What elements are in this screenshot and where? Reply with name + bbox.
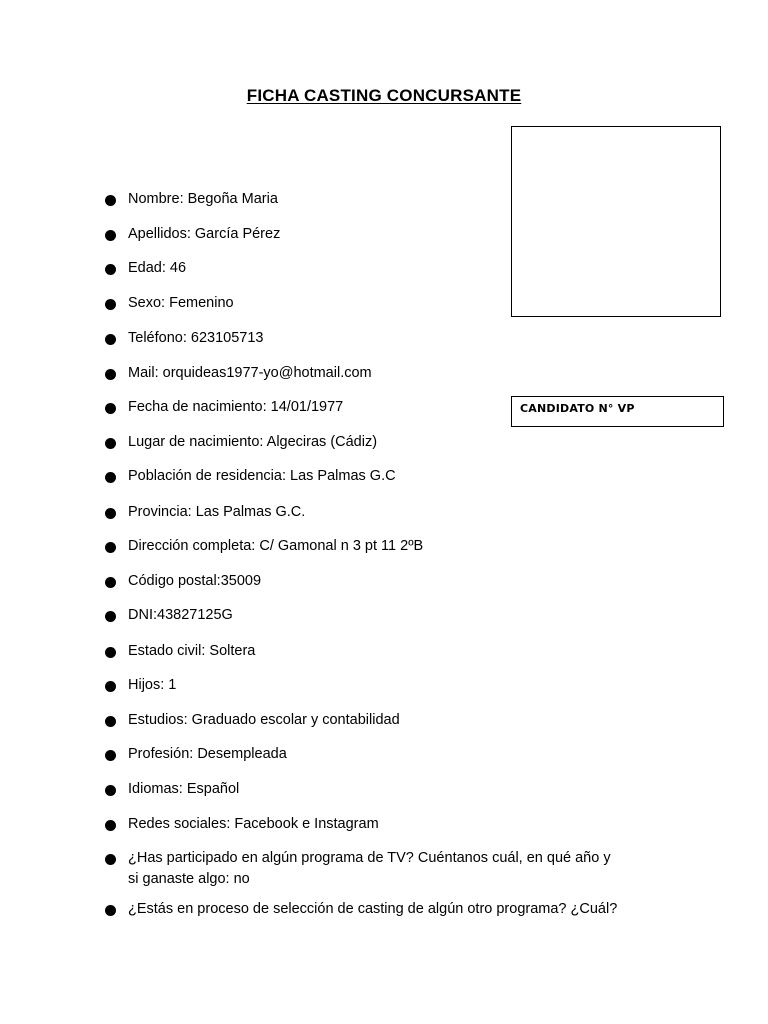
field-edad (105, 258, 645, 279)
bullet-icon (105, 472, 116, 483)
bullet-icon (105, 508, 116, 519)
bullet-icon (105, 195, 116, 206)
bullet-icon (105, 820, 116, 831)
field-text: Hijos: 1 (128, 677, 177, 693)
field-text: Población de residencia: Las Palmas G.C (128, 468, 396, 484)
field-text: ¿Has participado en algún programa de TV? Cuéntanos cuál, en qué año y si ganaste algo: no (128, 850, 611, 887)
field-text: Apellidos: García Pérez (128, 226, 281, 242)
bullet-icon (105, 369, 116, 380)
field-profesion (105, 744, 645, 765)
bullet-icon (105, 716, 116, 727)
field-text: Estado civil: Soltera (128, 643, 256, 659)
bullet-icon (105, 681, 116, 692)
field-poblacion (105, 466, 645, 487)
bullet-icon (105, 647, 116, 658)
field-fecha-nacimiento (105, 397, 645, 418)
field-hijos (105, 675, 645, 696)
bullet-icon (105, 264, 116, 275)
field-text: Código postal:35009 (128, 573, 262, 589)
field-text: Estudios: Graduado escolar y contabilidad (128, 712, 400, 728)
field-codigo-postal (105, 571, 645, 592)
bullet-icon (105, 403, 116, 414)
field-provincia (105, 502, 645, 523)
field-text: Sexo: Femenino (128, 295, 234, 311)
bullet-icon (105, 750, 116, 761)
field-text: Edad: 46 (128, 260, 187, 276)
bullet-icon (105, 230, 116, 241)
field-estado-civil (105, 641, 645, 662)
field-redes-sociales (105, 814, 645, 835)
bullet-icon (105, 854, 116, 865)
field-text: Dirección completa: C/ Gamonal n 3 pt 11 2ºB (128, 538, 424, 554)
bullet-icon (105, 611, 116, 622)
field-telefono (105, 328, 645, 349)
field-participacion-tv (105, 848, 625, 890)
field-sexo (105, 293, 645, 314)
bullet-icon (105, 334, 116, 345)
field-otro-casting (105, 899, 645, 920)
field-text: Nombre: Begoña Maria (128, 191, 278, 207)
candidate-number-label: CANDIDATO N° VP (520, 402, 635, 415)
bullet-icon (105, 299, 116, 310)
photo-placeholder-box (511, 126, 721, 317)
field-mail (105, 363, 645, 384)
field-text: Profesión: Desempleada (128, 746, 287, 762)
field-text: Mail: orquideas1977-yo@hotmail.com (128, 365, 372, 381)
field-text: ¿Estás en proceso de selección de casting de algún otro programa? ¿Cuál? (128, 901, 618, 917)
field-direccion (105, 536, 645, 557)
field-text: DNI:43827125G (128, 607, 233, 623)
field-text: Idiomas: Español (128, 781, 240, 797)
field-text: Provincia: Las Palmas G.C. (128, 504, 306, 520)
field-dni (105, 605, 645, 626)
bullet-icon (105, 542, 116, 553)
field-text: Redes sociales: Facebook e Instagram (128, 816, 379, 832)
field-text: Teléfono: 623105713 (128, 330, 264, 346)
field-text: Lugar de nacimiento: Algeciras (Cádiz) (128, 434, 378, 450)
bullet-icon (105, 905, 116, 916)
field-estudios (105, 710, 645, 731)
document-title: FICHA CASTING CONCURSANTE (246, 86, 522, 105)
bullet-icon (105, 438, 116, 449)
field-idiomas (105, 779, 645, 800)
bullet-icon (105, 577, 116, 588)
field-nombre (105, 189, 645, 210)
field-apellidos (105, 224, 645, 245)
field-text: Fecha de nacimiento: 14/01/1977 (128, 399, 344, 415)
field-lugar-nacimiento (105, 432, 645, 453)
bullet-icon (105, 785, 116, 796)
